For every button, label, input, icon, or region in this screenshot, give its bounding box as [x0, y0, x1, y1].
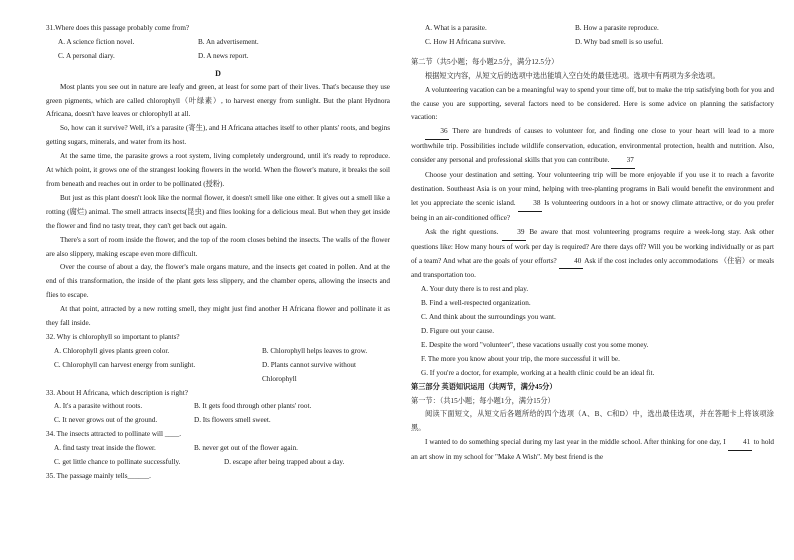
cloze-text-a: I wanted to do something special during my last year in the middle school. After thinking for one day, I — [425, 438, 726, 447]
q35-option-d: D. Why bad smell is so useful. — [575, 37, 664, 46]
q33-options-row1 — [46, 400, 390, 414]
q35-option-c: C. How H Africana survive. — [425, 37, 506, 46]
q32-options-row2 — [46, 359, 390, 387]
seven-choose-five-para-4 — [411, 226, 774, 284]
passage-d-paragraph-3: At the same time, the parasite grows a root system, living completely underground, until it's ready to reproduce. At which point, it grows one of the strangest looking flowers in the world. When the flower's mature, it breaks the soil from beneath and reaches out in order to be pollinated (授粉). — [46, 152, 390, 188]
q31-option-c: C. A personal diary. — [58, 51, 115, 60]
para-3-text-a: Choose your destination and setting. Your volunteering trip will be more enjoyable if you use it to reach a favorite destination. Southeast Asia is on your mind, helping with tree-planting programs in Bali would benefit the environment and let you appreciate the scenic island. — [411, 171, 774, 207]
q31-option-d: D. A news report. — [198, 51, 249, 60]
blank-41[interactable]: 41 — [728, 436, 752, 451]
q35-options-row1 — [411, 22, 774, 36]
q32-option-c: C. Chlorophyll can harvest energy from sunlight. — [54, 360, 196, 369]
section2-title: 第二节（共5小题；每小题2.5分，满分12.5分） — [411, 57, 559, 66]
para-4-text-c: Ask if the cost includes only accommodations （住宿）or meals and transportation too. — [411, 256, 775, 280]
blank-37[interactable]: 37 — [611, 154, 635, 169]
q34-option-a: A. find tasty treat inside the flower. — [54, 444, 156, 453]
blank-39[interactable]: 39 — [502, 226, 526, 241]
blank-40[interactable]: 40 — [559, 255, 583, 270]
passage-d-paragraph-4: But just as this plant doesn't look like the normal flower, it doesn't smell like one either. It gives out a smell like a rotting (腐烂) animal. The smell attracts insects(昆虫) and flies looking for a delicious meal. But when they get inside the flower and find no tasty treat, they can't get back out again. — [46, 193, 390, 230]
section2-instructions: 根据短文内容，从短文后的选项中选出能填入空白处的最佳选项。选项中有两项为多余选项。 — [425, 71, 720, 80]
q35-options-row2 — [411, 36, 774, 50]
q33-option-b: B. It gets food through other plants' root. — [194, 402, 312, 411]
q32-option-b: B. Chlorophyll helps leaves to grow. — [262, 346, 368, 355]
para-2-text: There are hundreds of causes to volunteer for, and finding one close to your heart will lead to a more worthwhile trip. Possibilities include wildlife conservation, education, environmental protection, health and nutrition. Also, consider any personal and professional skills that you can contribute. — [411, 127, 774, 165]
blank-38[interactable]: 38 — [518, 197, 542, 212]
para-3-text-b: Is volunteering outdoors in a hot or snowy climate attractive, or do you prefer being in an air-conditioned office? — [411, 198, 774, 222]
para-4-text-a: Ask the right questions. — [425, 227, 499, 236]
q33-option-c: C. It never grows out of the ground. — [54, 416, 158, 425]
q33-options-row2 — [46, 414, 390, 428]
option-c: C. And think about the surroundings you want. — [421, 313, 556, 322]
q31-options-row2 — [46, 50, 390, 64]
passage-d-paragraph-7: At that point, attracted by a new rotting smell, they might just find another H Africana flower and pollinate it as they fall inside. — [46, 305, 390, 328]
section-d-heading: D — [215, 68, 221, 78]
left-column — [46, 22, 390, 484]
option-f: F. The more you know about your trip, the more successful it will be. — [421, 354, 620, 363]
passage-d-paragraph-1: Most plants you see out in nature are leafy and green, at least for some part of their lives. That's because they use green pigments, which are called chlorophyll（叶绿素）, to harvest energy from sunlight. But the plant Hydnora Africana, doesn't have leaves or chlorophyll at all. — [46, 82, 390, 119]
part3-instructions: 阅读下面短文，从短文后各题所给的四个选项（A、B、C和D）中，选出最佳选项，并在答题卡上将该项涂黑。 — [411, 410, 774, 433]
q32-options-row1 — [46, 345, 390, 359]
q35-option-a: A. What is a parasite. — [425, 24, 487, 32]
q34-options-row1 — [46, 442, 390, 456]
seven-choose-five-para-1: A volunteering vacation can be a meaningful way to spend your time off, but to make the trip satisfying both for you and the cause you are supporting, several factors need to be considered. Here is some advice on planning the satisfactory vacation: — [411, 85, 774, 122]
q33-option-a: A. It's a parasite without roots. — [54, 402, 143, 411]
passage-d-paragraph-5: There's a sort of room inside the flower, and the top of the room closes behind the insects. The walls of the flower are also slippery, making escape even more difficult. — [46, 235, 390, 258]
q33-option-d: D. Its flowers smell sweet. — [194, 416, 271, 425]
passage-d-paragraph-2: So, how can it survive? Well, it's a parasite (寄生), and H Africana attaches itself to other plants' roots, and begins getting sugars, minerals, and water from its host. — [46, 124, 390, 147]
cloze-text-b: to hold an art show in my school for "Make A Wish". My best friend is the — [411, 438, 775, 462]
q32-option-d: D. Plants cannot survive without Chlorophyll — [262, 360, 357, 383]
option-d: D. Figure out your cause. — [421, 327, 495, 336]
q33-stem: 33. About H Africana, which description is right? — [46, 388, 188, 397]
part3-title: 第三部分 英语知识运用（共两节，满分45分） — [411, 382, 557, 391]
para-4-text-b: Be aware that most volunteering programs require a week-long stay. Ask other questions like: How many hours of work per day is required? Are there days off? Will you be working individually or as part of a team? And what are the goals of your efforts? — [411, 227, 774, 265]
q35-option-b: B. How a parasite reproduce. — [575, 24, 659, 32]
seven-choose-five-para-2 — [411, 125, 774, 169]
option-a: A. Your duty there is to rest and play. — [421, 285, 529, 294]
q34-option-c: C. get little chance to pollinate successfully. — [54, 458, 181, 467]
q34-stem: 34. The insects attracted to pollinate will ____. — [46, 430, 182, 439]
cloze-paragraph — [411, 436, 774, 465]
q31-options-row1 — [46, 36, 390, 50]
passage-d-paragraph-6: Over the course of about a day, the flower's male organs mature, and the insects get coated in pollen. And at the end of this transformation, the inside of the plant gets less slippery, and the chamber opens, allowing the insects and flies to escape. — [46, 263, 390, 300]
q34-options-row2 — [46, 456, 390, 470]
q35-stem: 35. The passage mainly tells______. — [46, 472, 151, 480]
blank-36[interactable]: 36 — [425, 125, 449, 140]
seven-choose-five-para-3 — [411, 169, 774, 226]
q34-option-d: D. escape after being trapped about a day. — [224, 458, 345, 467]
q31-option-a: A. A science fiction novel. — [58, 37, 135, 46]
part3-section1-title: 第一节：（共15小题；每小题1分，满分15分） — [411, 396, 555, 405]
option-b: B. Find a well-respected organization. — [421, 299, 531, 308]
option-e: E. Despite the word "volunteer", these vacations usually cost you some money. — [421, 340, 649, 349]
q31-stem: 31.Where does this passage probably come from? — [46, 24, 190, 32]
q32-option-a: A. Chlorophyll gives plants green color. — [54, 346, 170, 355]
q31-option-b: B. An advertisement. — [198, 37, 259, 46]
q32-stem: 32. Why is chlorophyll so important to plants? — [46, 332, 180, 341]
option-g: G. If you're a doctor, for example, working at a health clinic could be an ideal fit. — [421, 368, 655, 377]
q34-option-b: B. never get out of the flower again. — [194, 444, 298, 453]
right-column — [411, 22, 774, 465]
